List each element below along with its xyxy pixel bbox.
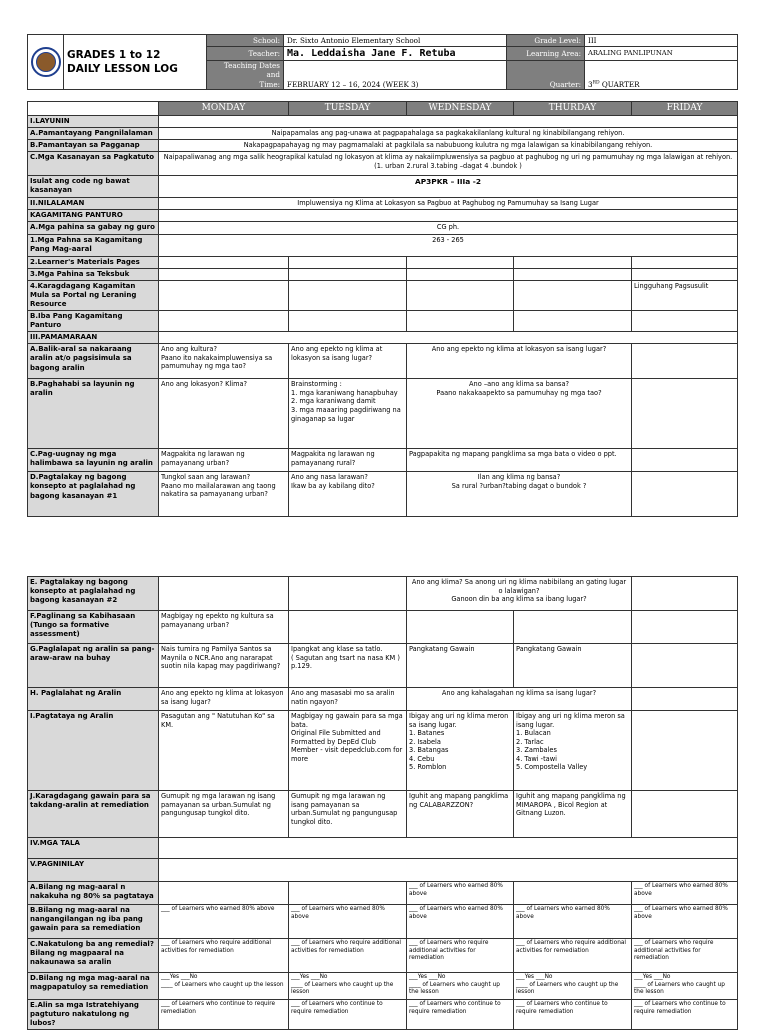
- section-layunin: I.LAYUNIN: [28, 116, 159, 128]
- row-label-balik-aral: A.Balik-aral sa nakaraang aralin at/o pagsisimula sa bagong aralin: [28, 344, 159, 379]
- balik-aral-tuesday: Ano ang epekto ng klima at lokasyon sa isang lugar?: [289, 344, 407, 379]
- cell-blank: [514, 256, 632, 268]
- magpapatuloy-tuesday: ___Yes ___No ____ of Learners who caught up the lesson: [289, 973, 407, 1000]
- remediation-need-wednesday: ___ of Learners who earned 80% above: [407, 905, 514, 939]
- day-tuesday: TUESDAY: [289, 102, 407, 116]
- row-label-pag-uugnay: C.Pag-uugnay ng mga halimbawa sa layunin ng aralin: [28, 449, 159, 472]
- pamantayang-pangnilalaman-text: Naipapamalas ang pag-unawa at pagpapahalaga sa pagkakakilanlang kultural ng kinabibilangang rehiyon.: [159, 128, 738, 140]
- cell-blank: [632, 577, 738, 611]
- pagtalakay-1-monday: Tungkol saan ang larawan? Paano mo mailalarawan ang taong nakatira sa pamayanang urban?: [159, 472, 289, 517]
- nakatulong-thursday: ___ of Learners who require additional activities for remediation: [514, 939, 632, 973]
- istratehiya-tuesday: ___ of Learners who continue to require remediation: [289, 1000, 407, 1030]
- cell-blank: [159, 311, 289, 332]
- row-label-kagamitang-pang-mag-aaral: 1.Mga Pahna sa Kagamitang Pang Mag-aaral: [28, 234, 159, 256]
- deped-logo-cell: [28, 35, 64, 90]
- pag-uugnay-wed-thu: Pagpapakita ng mapang pangklima sa mga bata o video o ppt.: [407, 449, 632, 472]
- cell-blank: [514, 280, 632, 310]
- cell-blank: [407, 280, 514, 310]
- grade-value: III: [585, 35, 738, 47]
- cell-blank: [632, 449, 738, 472]
- quarter-number: 3: [588, 79, 593, 89]
- row-label-paglalapat: G.Paglalapat ng aralin sa pang-araw-araw na buhay: [28, 644, 159, 688]
- day-monday: MONDAY: [159, 102, 289, 116]
- dates-value: FEBRUARY 12 – 16, 2024 (WEEK 3): [284, 61, 507, 90]
- pag-uugnay-tuesday: Magpakita ng larawan ng pamayanang rural?: [289, 449, 407, 472]
- row-label-learning-resource: 4.Karagdagang Kagamitan Mula sa Portal ng Leraning Resource: [28, 280, 159, 310]
- lr-friday-text: Lingguhang Pagsusulit: [632, 280, 738, 310]
- row-label-paglinang: F.Paglinang sa Kabihasaan (Tungo sa formative assessment): [28, 611, 159, 644]
- paglinang-monday: Magbigay ng epekto ng kultura sa pamayanang urban?: [159, 611, 289, 644]
- cell-blank: [289, 882, 407, 905]
- section-mga-tala: IV.MGA TALA: [28, 838, 159, 859]
- cell-blank: [632, 472, 738, 517]
- bilang-80-wednesday: ___ of Learners who earned 80% above: [407, 882, 514, 905]
- row-label-gabay-guro: A.Mga pahina sa gabay ng guro: [28, 222, 159, 234]
- pamamaraan-blank: [159, 332, 738, 344]
- row-label-pagtalakay-1: D.Pagtalakay ng bagong konsepto at paglalahad ng bagong kasanayan #1: [28, 472, 159, 517]
- lesson-log-table-page2: [27, 576, 738, 1030]
- cell-blank: [407, 268, 514, 280]
- blank-corner: [28, 102, 159, 116]
- cell-blank: [514, 882, 632, 905]
- quarter-superscript: RD: [592, 80, 600, 86]
- school-value: Dr. Sixto Antonio Elementary School: [284, 35, 507, 47]
- layunin-blank: [159, 116, 738, 128]
- cell-blank: [159, 268, 289, 280]
- balik-aral-wed-thu: Ano ang epekto ng klima at lokasyon sa isang lugar?: [407, 344, 632, 379]
- quarter-word: QUARTER: [599, 79, 640, 89]
- nilalaman-text: Impluwensiya ng Klima at Lokasyon sa Pagbuo at Paghubog ng Pamumuhay sa Isang Lugar: [159, 198, 738, 210]
- cell-blank: [632, 644, 738, 688]
- cell-blank: [289, 268, 407, 280]
- cell-blank: [632, 791, 738, 838]
- day-thursday: THURDAY: [514, 102, 632, 116]
- row-label-learners-materials: 2.Learner's Materials Pages: [28, 256, 159, 268]
- row-label-teksbuk: 3.Mga Pahina sa Teksbuk: [28, 268, 159, 280]
- pagtalakay-1-wed-thu: Ilan ang klima ng bansa? Sa rural ?urban?tabing dagat o bundok ?: [407, 472, 632, 517]
- istratehiya-thursday: ___ of Learners who continue to require remediation: [514, 1000, 632, 1030]
- karagdagang-gawain-monday: Gumupit ng mga larawan ng isang pamayanan sa urban.Sumulat ng pangungusap tungkol dito.: [159, 791, 289, 838]
- cell-blank: [514, 311, 632, 332]
- pamantayan-sa-pagganap-text: Nakapagpapahayag ng may pagmamalaki at pagkilala sa nabubuong kulutra ng mga lalawigan sa kinabibilangang rehiyon.: [159, 140, 738, 152]
- row-label-istratehiya: E.Alin sa mga Istratehiyang pagtuturo nakatulong ng lubos?: [28, 1000, 159, 1030]
- row-label-pamantayang-pangnilalaman: A.Pamantayang Pangnilalaman: [28, 128, 159, 140]
- cell-blank: [407, 311, 514, 332]
- paglalahat-wed-thu: Ano ang kahalagahan ng klima sa isang lugar?: [407, 688, 632, 711]
- code-text: AP3PKR – IIIa -2: [159, 176, 738, 198]
- row-label-magpapatuloy: D.Bilang ng mga mag-aaral na magpapatuloy sa remediation: [28, 973, 159, 1000]
- header-table: [27, 34, 738, 90]
- dates-label: [207, 61, 284, 90]
- day-friday: FRIDAY: [632, 102, 738, 116]
- dates-label-line1: Teaching Dates and: [223, 61, 280, 80]
- area-value: ARALING PANLIPUNAN: [585, 47, 738, 61]
- paglalapat-thursday: Pangkatang Gawain: [514, 644, 632, 688]
- section-nilalaman: II.NILALAMAN: [28, 198, 159, 210]
- cell-blank: [159, 256, 289, 268]
- quarter-label: Quarter:: [507, 61, 585, 90]
- magpapatuloy-thursday: ___Yes ___No ____ of Learners who caught up the lesson: [514, 973, 632, 1000]
- istratehiya-wednesday: ___ of Learners who continue to require remediation: [407, 1000, 514, 1030]
- pagninilay-blank: [159, 859, 738, 882]
- paghahabi-tuesday: Brainstorming : 1. mga karaniwang hanapbuhay 2. mga karaniwang damit 3. mga maaaring pagdiriwang na ginaganap sa lugar: [289, 379, 407, 449]
- row-label-paglalahat: H. Paglalahat ng Aralin: [28, 688, 159, 711]
- paghahabi-wed-thu: Ano –ano ang klima sa bansa? Paano nakakaapekto sa pamumuhay ng mga tao?: [407, 379, 632, 449]
- row-label-karagdagang-gawain: J.Karagdagang gawain para sa takdang-aralin at remediation: [28, 791, 159, 838]
- cell-blank: [632, 611, 738, 644]
- row-label-iba-pang-kagamitan: B.Iba Pang Kagamitang Panturo: [28, 311, 159, 332]
- remediation-need-thursday: ___ of Learners who earned 80% above: [514, 905, 632, 939]
- day-wednesday: WEDNESDAY: [407, 102, 514, 116]
- cell-blank: [289, 611, 407, 644]
- pagtalakay-2-wed-thu: Ano ang klima? Sa anong uri ng klima nabibilang an gating lugar o lalawigan? Ganoon din ba ang klima sa ibang lugar?: [407, 577, 632, 611]
- cell-blank: [632, 311, 738, 332]
- karagdagang-gawain-tuesday: Gumupit ng mga larawan ng isang pamayanan sa urban.Sumulat ng pangungusap tungkol dito.: [289, 791, 407, 838]
- paglalapat-wednesday: Pangkatang Gawain: [407, 644, 514, 688]
- dates-label-line2: Time:: [259, 79, 280, 89]
- nakatulong-wednesday: ___ of Learners who require additional activities for remediation: [407, 939, 514, 973]
- balik-aral-monday: Ano ang kultura? Paano ito nakakaimpluwensiya sa pamumuhay ng mga tao?: [159, 344, 289, 379]
- cell-blank: [159, 577, 289, 611]
- row-label-kasanayan: C.Mga Kasanayan sa Pagkatuto: [28, 152, 159, 176]
- pagtataya-monday: Pasagutan ang " Natutuhan Ko" sa KM.: [159, 711, 289, 791]
- remediation-need-tuesday: ___ of Learners who earned 80% above: [289, 905, 407, 939]
- paglalapat-tuesday: Ipangkat ang klase sa tatlo. ( Sagutan ang tsart na nasa KM ) p.129.: [289, 644, 407, 688]
- cell-blank: [632, 256, 738, 268]
- section-pagninilay: V.PAGNINILAY: [28, 859, 159, 882]
- teacher-label: Teacher:: [207, 47, 284, 61]
- cell-blank: [159, 882, 289, 905]
- deped-seal-icon: [31, 47, 61, 77]
- magpapatuloy-friday: ___Yes ___No ____ of Learners who caught up the lesson: [632, 973, 738, 1000]
- row-label-pamantayan-sa-pagganap: B.Pamantayan sa Pagganap: [28, 140, 159, 152]
- cell-blank: [159, 280, 289, 310]
- cell-blank: [289, 577, 407, 611]
- istratehiya-friday: ___ of Learners who continue to require remediation: [632, 1000, 738, 1030]
- title-line-1: GRADES 1 to 12: [67, 48, 161, 61]
- remediation-need-friday: ___ of Learners who earned 80% above: [632, 905, 738, 939]
- row-label-bilang-80: A.Bilang ng mag-aaral n nakakuha ng 80% sa pagtataya: [28, 882, 159, 905]
- title-line-2: DAILY LESSON LOG: [67, 63, 178, 76]
- pagtataya-tuesday: Magbigay ng gawain para sa mga bata. Original File Submitted and Formatted by DepEd Club Member - visit depedclub.com for more: [289, 711, 407, 791]
- cell-blank: [632, 344, 738, 379]
- pagtataya-wednesday: Ibigay ang uri ng klima meron sa isang lugar. 1. Batanes 2. Isabela 3. Batangas 4. Cebu 5. Romblon: [407, 711, 514, 791]
- row-label-remediation-need: B.Bilang ng mag-aaral na nangangilangan ng iba pang gawain para sa remediation: [28, 905, 159, 939]
- magpapatuloy-wednesday: ___Yes ___No ____ of Learners who caught up the lesson: [407, 973, 514, 1000]
- paglalapat-monday: Nais tumira ng Pamilya Santos sa Maynila o NCR.Ano ang nararapat suotin nila kapag may pagdiriwang?: [159, 644, 289, 688]
- row-label-pagtataya: I.Pagtataya ng Aralin: [28, 711, 159, 791]
- paghahabi-monday: Ano ang lokasyon? Klima?: [159, 379, 289, 449]
- row-label-paghahabi: B.Paghahabi sa layunin ng aralin: [28, 379, 159, 449]
- row-label-code: Isulat ang code ng bawat kasanayan: [28, 176, 159, 198]
- bilang-80-friday: ___ of Learners who earned 80% above: [632, 882, 738, 905]
- header-block: [27, 34, 737, 89]
- quarter-value: [585, 61, 738, 90]
- paglalahat-tuesday: Ano ang masasabi mo sa aralin natin ngayon?: [289, 688, 407, 711]
- row-label-nakatulong-remedial: C.Nakatulong ba ang remedial? Bilang ng magpaaral na nakaunawa sa aralin: [28, 939, 159, 973]
- cell-blank: [407, 611, 514, 644]
- kagamitan-blank: [159, 210, 738, 222]
- gabay-guro-text: CG ph.: [159, 222, 738, 234]
- cell-blank: [407, 256, 514, 268]
- nakatulong-tuesday: ___ of Learners who require additional activities for remediation: [289, 939, 407, 973]
- lesson-log-table-page1: [27, 101, 738, 517]
- magpapatuloy-monday: ___Yes ___No ____ of Learners who caught up the lesson: [159, 973, 289, 1000]
- cell-blank: [514, 268, 632, 280]
- section-kagamitan: KAGAMITANG PANTURO: [28, 210, 159, 222]
- cell-blank: [514, 611, 632, 644]
- pagtalakay-1-tuesday: Ano ang nasa larawan? Ikaw ba ay kabilang dito?: [289, 472, 407, 517]
- cell-blank: [289, 256, 407, 268]
- school-label: School:: [207, 35, 284, 47]
- cell-blank: [632, 268, 738, 280]
- area-label: Learning Area:: [507, 47, 585, 61]
- grade-label: Grade Level:: [507, 35, 585, 47]
- row-label-pagtalakay-2: E. Pagtalakay ng bagong konsepto at paglalahad ng bagong kasanayan #2: [28, 577, 159, 611]
- karagdagang-gawain-thursday: Iguhit ang mapang pangklima ng MIMAROPA , Bicol Region at Gitnang Luzon.: [514, 791, 632, 838]
- remediation-need-monday: ___ of Learners who earned 80% above: [159, 905, 289, 939]
- nakatulong-monday: ___ of Learners who require additional activities for remediation: [159, 939, 289, 973]
- istratehiya-monday: ___ of Learners who continue to require remediation: [159, 1000, 289, 1030]
- cell-blank: [632, 379, 738, 449]
- nakatulong-friday: ___ of Learners who require additional activities for remediation: [632, 939, 738, 973]
- pag-uugnay-monday: Magpakita ng larawan ng pamayanang urban?: [159, 449, 289, 472]
- cell-blank: [632, 711, 738, 791]
- cell-blank: [632, 688, 738, 711]
- mga-tala-blank: [159, 838, 738, 859]
- kasanayan-text: Naipapaliwanag ang mga salik heograpikal katulad ng lokasyon at klima ay nakaiimpluwensiya sa pagbuo at paghubog ng uri ng pamumuhay ng mga lalawigan at rehiyon. (1. urban 2.rural 3.tabing –dagat 4 .bundok ): [159, 152, 738, 176]
- cell-blank: [289, 311, 407, 332]
- cell-blank: [289, 280, 407, 310]
- document-title: [64, 35, 207, 90]
- pagtataya-thursday: Ibigay ang uri ng klima meron sa isang lugar. 1. Bulacan 2. Tarlac 3. Zambales 4. Tawi -tawi 5. Compostella Valley: [514, 711, 632, 791]
- teacher-value: Ma. Leddaisha Jane F. Retuba: [284, 47, 507, 61]
- section-pamamaraan: III.PAMAMARAAN: [28, 332, 159, 344]
- karagdagang-gawain-wednesday: Iguhit ang mapang pangklima ng CALABARZZON?: [407, 791, 514, 838]
- paglalahat-monday: Ano ang epekto ng klima at lokasyon sa isang lugar?: [159, 688, 289, 711]
- kagamitang-pang-mag-aaral-text: 263 - 265: [159, 234, 738, 256]
